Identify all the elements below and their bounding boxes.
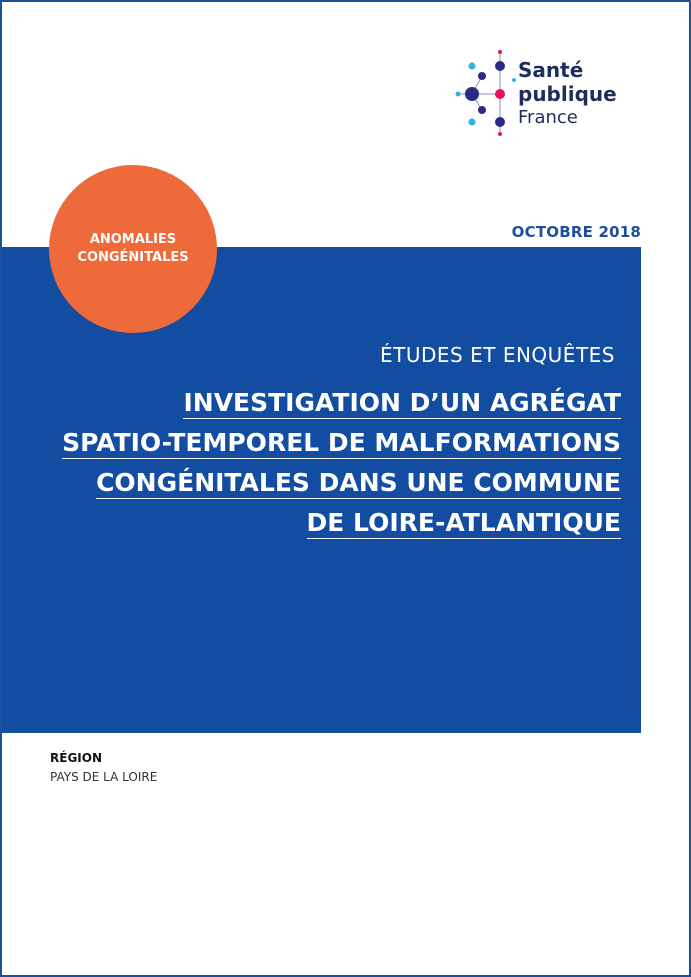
- publication-date: OCTOBRE 2018: [511, 223, 641, 241]
- region-value: PAYS DE LA LOIRE: [50, 770, 158, 784]
- title-line-1: INVESTIGATION D’UN AGRÉGAT: [183, 388, 621, 417]
- badge-line2: CONGÉNITALES: [77, 250, 189, 265]
- topic-badge: [49, 165, 217, 333]
- logo-text-line1: Santé: [518, 58, 584, 82]
- series-label: ÉTUDES ET ENQUÊTES: [380, 343, 615, 367]
- title-line-2: SPATIO-TEMPOREL DE MALFORMATIONS: [62, 428, 621, 457]
- logo-text-line2: publique: [518, 82, 617, 106]
- badge-line1: ANOMALIES: [89, 232, 177, 247]
- logo-text-line3: France: [518, 107, 578, 128]
- region-label: RÉGION: [50, 751, 102, 765]
- title-line-4: DE LOIRE-ATLANTIQUE: [306, 508, 621, 537]
- sante-publique-france-logo: [452, 46, 622, 138]
- molecule-logo-icon: [452, 46, 518, 138]
- document-title: [62, 383, 621, 543]
- title-line-3: CONGÉNITALES DANS UNE COMMUNE: [96, 468, 621, 497]
